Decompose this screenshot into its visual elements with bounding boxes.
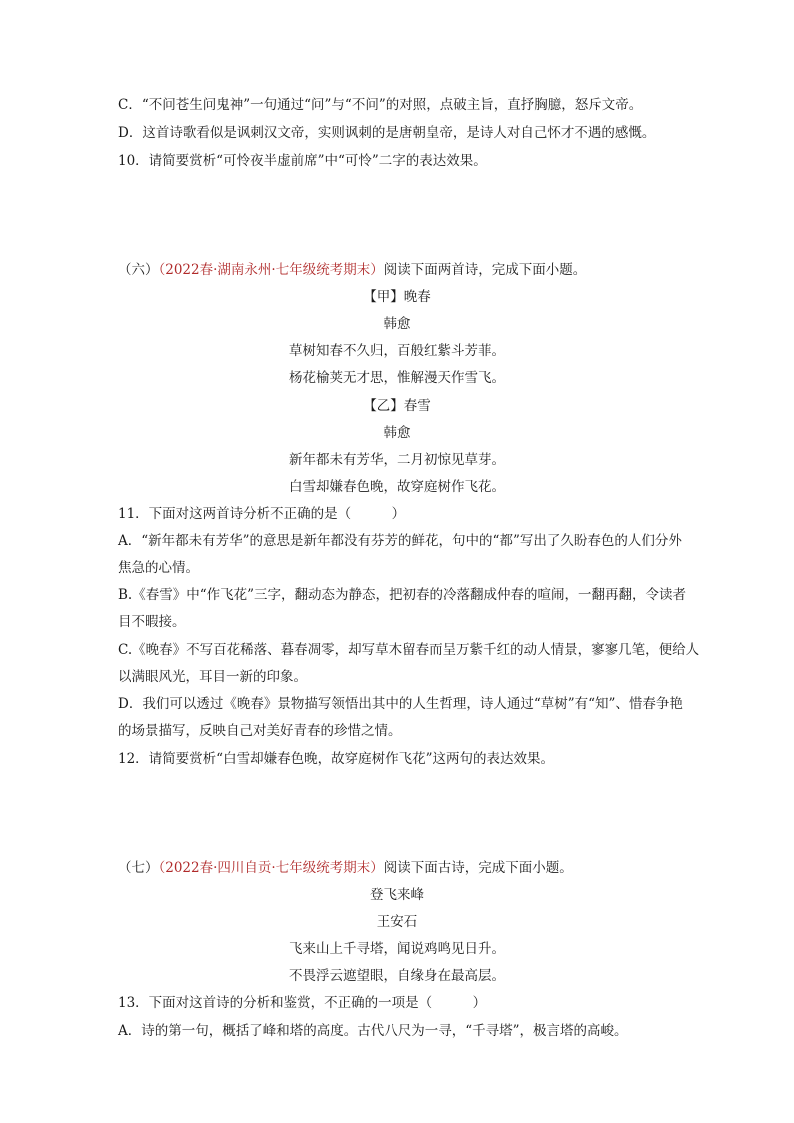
question-13: 13．下面对这首诗的分析和鉴赏，不正确的一项是（ ） — [118, 995, 487, 1011]
poem-b-author: 韩愈 — [383, 425, 411, 441]
section-6-intro — [118, 260, 586, 280]
poem-b-line-1: 新年都未有芳华，二月初惊见草芽。 — [289, 452, 505, 468]
question-11: 11．下面对这两首诗分析不正确的是（ ） — [118, 506, 406, 522]
option-d: D．这首诗歌看似是讽刺汉文帝，实则讽刺的是唐朝皇帝，是诗人对自己怀才不遇的感慨。 — [118, 125, 656, 141]
section-7-source: （2022春·四川自贡·七年级统考期末） — [158, 860, 384, 876]
poem-a-title: 【甲】晚春 — [363, 289, 431, 305]
q11-option-b-line-2: 目不暇接。 — [118, 614, 186, 630]
question-12: 12．请简要赏析“白雪却嫌春色晚，故穿庭树作飞花”这两句的表达效果。 — [118, 751, 554, 767]
option-c: C．“不问苍生问鬼神”一句通过“问”与“不问”的对照，点破主旨，直抒胸臆，怒斥文帝。 — [118, 97, 643, 113]
poem-b-line-2: 白雪却嫌春色晚，故穿庭树作飞花。 — [289, 479, 505, 495]
section-6-source: （2022春·湖南永州·七年级统考期末） — [158, 262, 384, 278]
section-7-intro — [118, 858, 573, 878]
q11-option-a-line-2: 焦急的心情。 — [118, 560, 199, 576]
section-6-instruction: 阅读下面两首诗，完成下面小题。 — [383, 262, 587, 278]
q13-option-a: A．诗的第一句，概括了峰和塔的高度。古代八尺为一寻，“千寻塔”，极言塔的高峻。 — [118, 1023, 628, 1039]
poem-a-line-2: 杨花榆荚无才思，惟解漫天作雪飞。 — [289, 370, 505, 386]
q11-option-d-line-2: 的场景描写，反映自己对美好青春的珍惜之情。 — [118, 723, 402, 739]
section-7-instruction: 阅读下面古诗，完成下面小题。 — [383, 860, 573, 876]
poem-line-2: 不畏浮云遮望眼，自缘身在最高层。 — [289, 968, 505, 984]
section-6-number: （六） — [118, 262, 159, 278]
poem-author: 王安石 — [376, 914, 418, 930]
poem-a-line-1: 草树知春不久归，百般红紫斗芳菲。 — [289, 343, 505, 359]
q11-option-c-line-2: 以满眼风光，耳目一新的印象。 — [118, 669, 307, 685]
poem-b-title: 【乙】春雪 — [363, 398, 431, 414]
question-10: 10．请简要赏析“可怜夜半虚前席”中“可怜”二字的表达效果。 — [118, 153, 487, 169]
q11-option-b-line-1: B.《春雪》中“作飞花”三字，翻动态为静态，把初春的冷落翻成仲春的喧闹，一翻再翻，令读者 — [118, 587, 687, 603]
poem-title: 登飞来峰 — [370, 887, 424, 903]
section-7-number: （七） — [118, 860, 159, 876]
poem-a-author: 韩愈 — [383, 316, 411, 332]
q11-option-c-line-1: C.《晚春》不写百花稀落、暮春凋零，却写草木留春而呈万紫千红的动人情景，寥寥几笔，便给人 — [118, 642, 700, 658]
poem-line-1: 飞来山上千寻塔，闻说鸡鸣见日升。 — [289, 941, 505, 957]
q11-option-d-line-1: D．我们可以透过《晚春》景物描写领悟出其中的人生哲理，诗人通过“草树”有“知”、惜春争艳 — [118, 696, 683, 712]
q11-option-a-line-1: A．“新年都未有芳华”的意思是新年都没有芬芳的鲜花，句中的“都”写出了久盼春色的人们分外 — [118, 533, 682, 549]
